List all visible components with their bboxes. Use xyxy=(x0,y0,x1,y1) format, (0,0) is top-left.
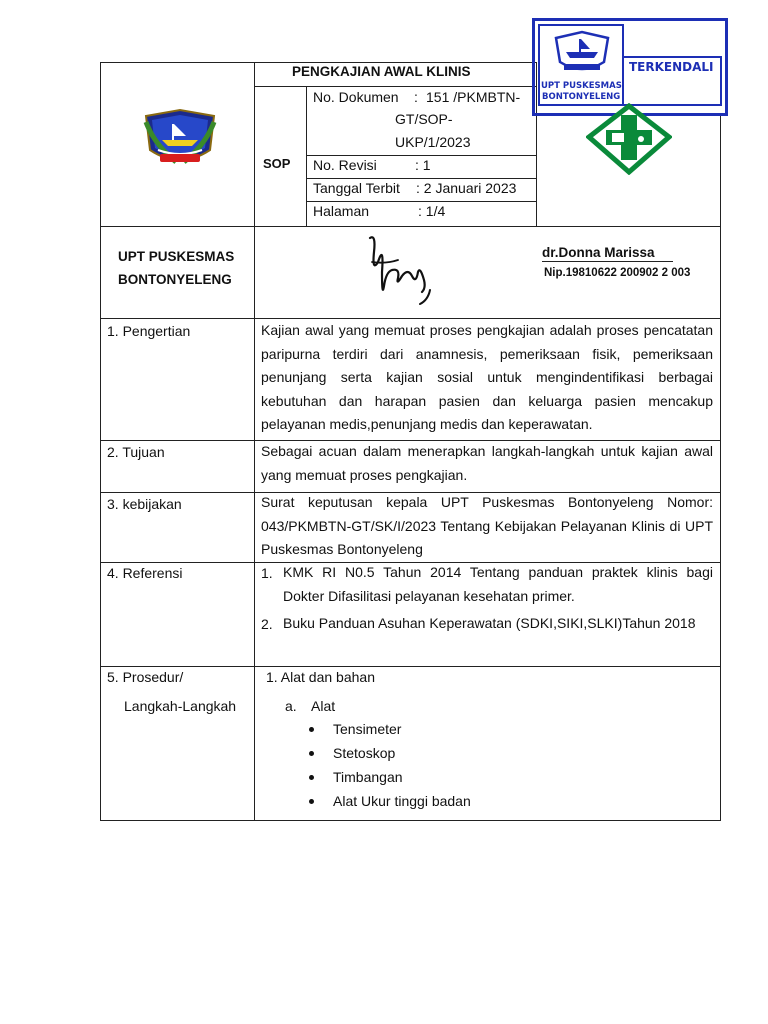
signer-name: dr.Donna Marissa xyxy=(542,245,655,260)
referensi-item-2-num: 2. xyxy=(261,616,273,632)
stamp-emblem-icon xyxy=(552,30,612,78)
bullet-icon xyxy=(309,751,314,756)
doc-number-sep: : xyxy=(414,89,418,105)
section-kebijakan-label: 3. kebijakan xyxy=(107,496,182,512)
section-referensi-label: 4. Referensi xyxy=(107,565,183,581)
page-value: : 1/4 xyxy=(418,203,446,219)
tool-name: Tensimeter xyxy=(333,721,402,737)
signature-image xyxy=(362,232,438,308)
referensi-item-2-text: Buku Panduan Asuhan Keperawatan (SDKI,SIKI,SLKI)Tahun 2018 xyxy=(283,615,696,631)
list-item xyxy=(307,741,471,765)
org-name-line1: UPT PUSKESMAS xyxy=(118,249,235,264)
page-label: Halaman xyxy=(313,203,370,219)
issue-date-value: : 2 Januari 2023 xyxy=(416,180,517,196)
doc-number-label: No. Dokumen xyxy=(313,89,399,105)
stamp-org-line1: UPT PUSKESMAS xyxy=(541,81,622,91)
signer-nip: Nip.19810622 200902 2 003 xyxy=(544,267,691,279)
stamp-org-line2: BONTONYELENG xyxy=(542,92,621,102)
doc-number-value-2: GT/SOP- xyxy=(395,111,453,127)
section-prosedur-label-1: 5. Prosedur/ xyxy=(107,669,184,685)
tools-list xyxy=(307,717,471,813)
bullet-icon xyxy=(309,775,314,780)
section-tujuan-label: 2. Tujuan xyxy=(107,444,165,460)
doc-number-value-1: 151 /PKMBTN- xyxy=(426,89,521,105)
referensi-item-1-num: 1. xyxy=(261,565,273,581)
sop-label: SOP xyxy=(263,156,291,171)
list-item xyxy=(307,717,471,741)
regency-emblem-logo xyxy=(142,108,218,172)
issue-date-label: Tanggal Terbit xyxy=(313,180,400,196)
bullet-icon xyxy=(309,799,314,804)
list-item xyxy=(307,765,471,789)
stamp-emblem-frame xyxy=(538,24,624,106)
org-name-line2: BONTONYELENG xyxy=(118,272,232,287)
doc-number-value-3: UKP/1/2023 xyxy=(395,134,471,150)
referensi-item-1-text: KMK RI N0.5 Tahun 2014 Tentang panduan praktek klinis bagi Dokter Difasilitasi pelayanan kesehatan primer. xyxy=(283,564,713,604)
section-kebijakan-text: Surat keputusan kepala UPT Puskesmas Bontonyeleng Nomor: 043/PKMBTN-GT/SK/I/2023 Tentang Kebijakan Pelayanan Klinis di UPT Puskesmas Bontonyeleng xyxy=(261,494,713,557)
bullet-icon xyxy=(309,727,314,732)
document-title: PENGKAJIAN AWAL KLINIS xyxy=(292,64,471,79)
prosedur-sub-a-num: a. xyxy=(285,698,297,714)
tool-name: Timbangan xyxy=(333,769,403,785)
tool-name: Stetoskop xyxy=(333,745,396,761)
section-pengertian-label: 1. Pengertian xyxy=(107,323,191,339)
revision-label: No. Revisi xyxy=(313,157,377,173)
prosedur-sub-a-label: Alat xyxy=(311,698,336,714)
puskesmas-cross-logo xyxy=(586,103,672,175)
section-tujuan-text: Sebagai acuan dalam menerapkan langkah-langkah untuk kajian awal yang memuat proses pengkajian. xyxy=(261,443,713,483)
list-item xyxy=(307,789,471,813)
tool-name: Alat Ukur tinggi badan xyxy=(333,793,471,809)
section-prosedur-label-2: Langkah-Langkah xyxy=(124,698,237,714)
prosedur-step-1: 1. Alat dan bahan xyxy=(266,669,375,685)
stamp-status-text: TERKENDALI xyxy=(629,60,714,74)
signer-name-underline xyxy=(542,261,673,262)
stamp-status-badge xyxy=(622,56,722,106)
section-pengertian-text: Kajian awal yang memuat proses pengkajian adalah proses pencatatan paripurna terdiri dari anamnesis, pemeriksaan fisik, pemeriksaan penunjang serta kajian sosial untuk mengindentifikasi berbagai kebutuhan dan harapan pasien dan keluarga pasien mencakup pelayanan medis,penunjang medis dan keperawatan. xyxy=(261,322,713,432)
revision-value: : 1 xyxy=(415,157,431,173)
